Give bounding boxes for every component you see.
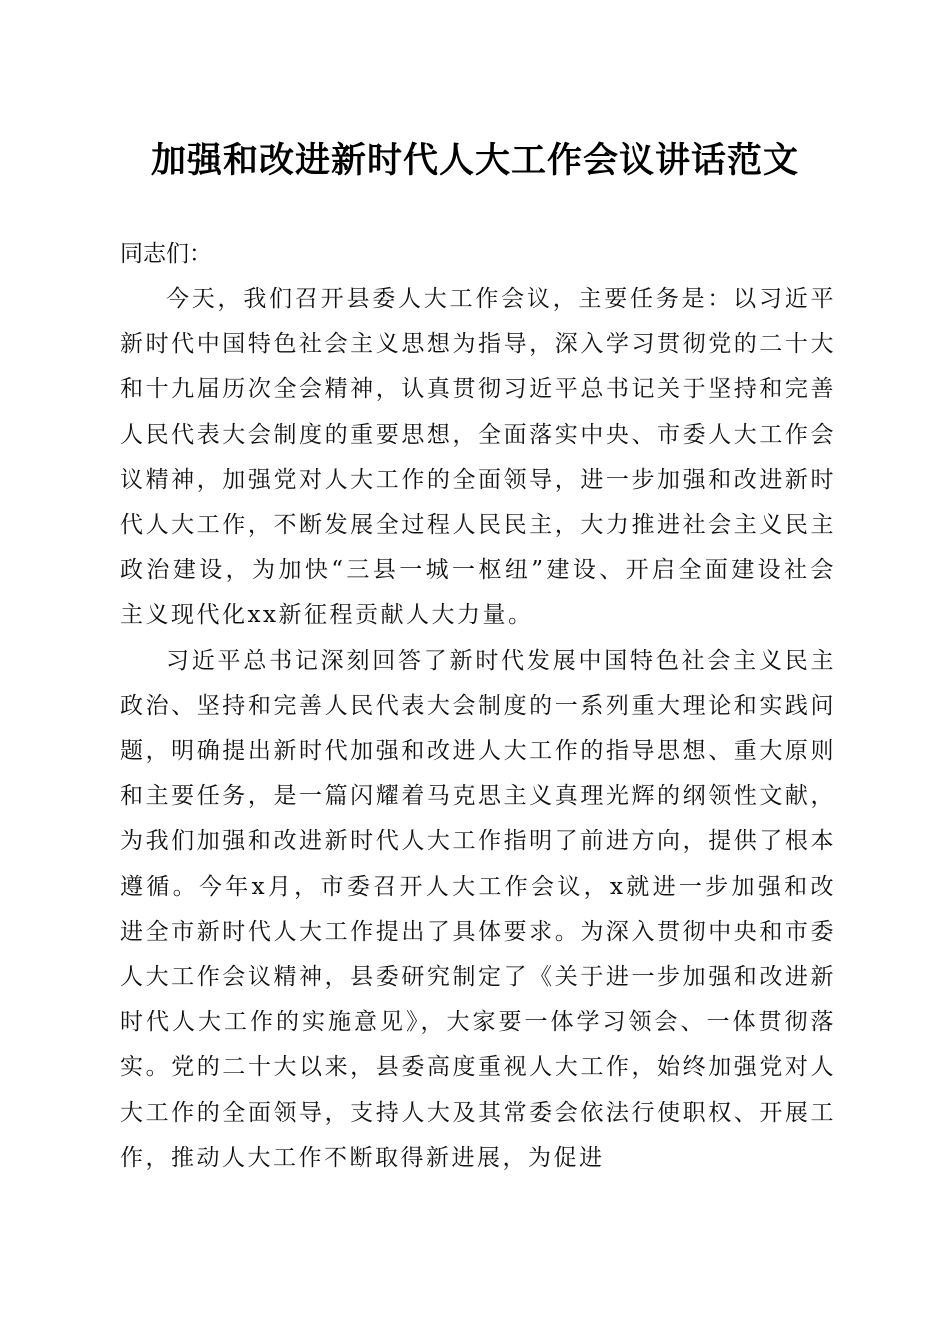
document-title: 加强和改进新时代人大工作会议讲话范文 [150, 140, 799, 181]
salutation: 同志们： [120, 241, 212, 267]
paragraph: 习近平总书记深刻回答了新时代发展中国特色社会主义民主政治、坚持和完善人民代表大会制度的一系列重大理论和实践问题，明确提出新时代加强和改进人大工作的指导思想、重大原则和主要任务，是一篇闪耀着马克思主义真理光辉的纲领性文献，为我们加强和改进新时代人大工作指明了前进方向，提供了根本遵循。今年x月，市委召开人大工作会议，x就进一步加强和改进全市新时代人大工作提出了具体要求。为深入贯彻中央和市委人大工作会议精神，县委研究制定了《关于进一步加强和改进新时代人大工作的实施意见》，大家要一体学习领会、一体贯彻落实。党的二十大以来，县委高度重视人大工作，始终加强党对人大工作的全面领导，支持人大及其常委会依法行使职权、开展工作，推动人大工作不断取得新进展，为促进 [120, 647, 836, 1171]
document-body [120, 277, 836, 1181]
paragraph: 今天，我们召开县委人大工作会议，主要任务是：以习近平新时代中国特色社会主义思想为指导，深入学习贯彻党的二十大和十九届历次全会精神，认真贯彻习近平总书记关于坚持和完善人民代表大会制度的重要思想，全面落实中央、市委人大工作会议精神，加强党对人大工作的全面领导，进一步加强和改进新时代人大工作，不断发展全过程人民民主，大力推进社会主义民主政治建设，为加快“三县一城一枢纽”建设、开启全面建设社会主义现代化xx新征程贡献人大力量。 [120, 286, 836, 629]
